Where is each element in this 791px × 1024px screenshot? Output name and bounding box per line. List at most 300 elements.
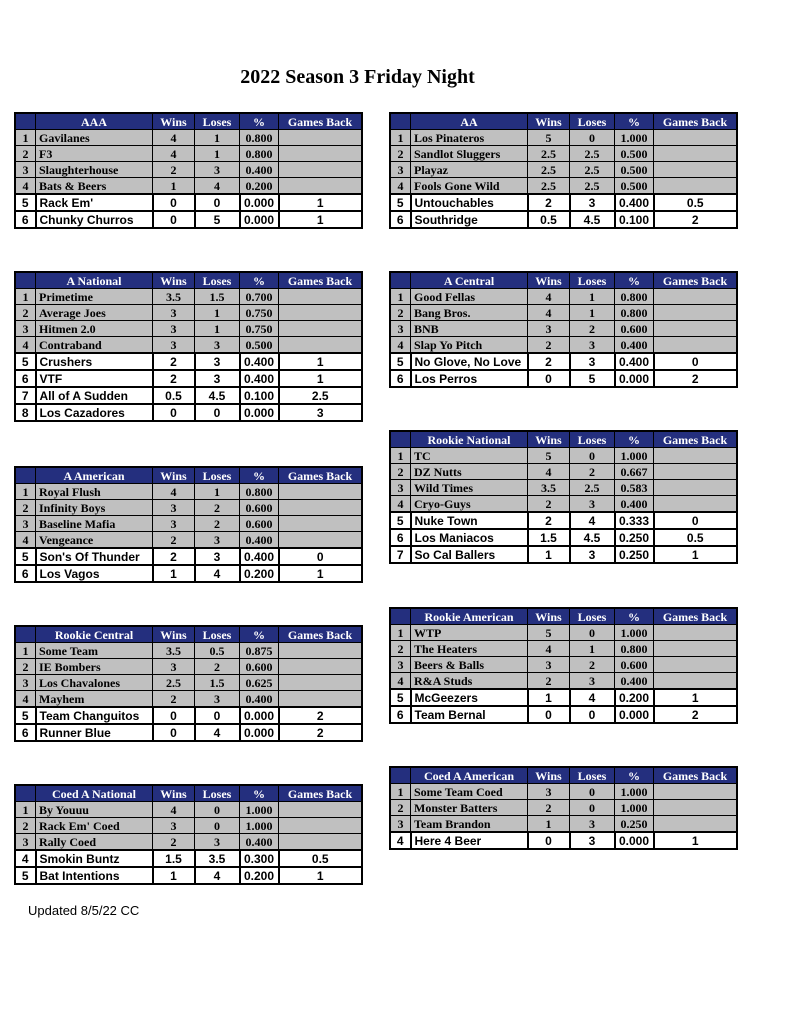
team-loses: 3 — [195, 834, 240, 851]
team-loses: 2 — [195, 516, 240, 532]
wins-header: Wins — [153, 785, 195, 802]
team-loses: 1 — [195, 305, 240, 321]
team-games-back: 0.5 — [654, 529, 738, 546]
team-loses: 1 — [195, 484, 240, 500]
team-wins: 5 — [528, 448, 570, 464]
loses-header: Loses — [195, 113, 240, 130]
team-wins: 1 — [528, 689, 570, 706]
team-name: Chunky Churros — [36, 211, 153, 228]
team-name: The Heaters — [411, 641, 528, 657]
team-row — [390, 512, 737, 529]
rank-header-cell — [390, 431, 411, 448]
rank-header-cell — [390, 113, 411, 130]
team-wins: 0.5 — [528, 211, 570, 228]
team-rank: 2 — [390, 464, 411, 480]
team-loses: 3 — [570, 546, 615, 563]
team-games-back: 0 — [279, 548, 363, 565]
team-rank: 6 — [390, 211, 411, 228]
team-rank: 4 — [15, 337, 36, 354]
team-wins: 3 — [153, 818, 195, 834]
team-rank: 4 — [390, 178, 411, 195]
team-pct: 0.000 — [240, 707, 279, 724]
team-name: Crushers — [36, 353, 153, 370]
team-row — [390, 370, 737, 387]
team-name: Los Cazadores — [36, 404, 153, 421]
team-row — [390, 178, 737, 195]
team-loses: 1 — [195, 130, 240, 146]
league-name: Rookie National — [411, 431, 528, 448]
team-loses: 2.5 — [570, 178, 615, 195]
team-loses: 0 — [195, 802, 240, 818]
team-games-back — [654, 321, 738, 337]
team-games-back — [279, 321, 363, 337]
pct-header: % — [240, 113, 279, 130]
standings-table — [389, 430, 738, 564]
games-back-header: Games Back — [654, 431, 738, 448]
team-games-back — [279, 337, 363, 354]
wins-header: Wins — [153, 626, 195, 643]
team-loses: 0 — [570, 130, 615, 146]
team-wins: 3.5 — [153, 643, 195, 659]
team-row — [15, 194, 362, 211]
team-row — [15, 162, 362, 178]
team-loses: 3 — [570, 832, 615, 849]
team-rank: 5 — [390, 689, 411, 706]
team-row — [15, 691, 362, 708]
team-loses: 2.5 — [570, 162, 615, 178]
team-rank: 1 — [15, 802, 36, 818]
team-loses: 0 — [570, 784, 615, 800]
team-pct: 0.600 — [240, 500, 279, 516]
team-rank: 4 — [15, 532, 36, 549]
team-loses: 4 — [195, 724, 240, 741]
team-wins: 3 — [153, 500, 195, 516]
team-loses: 0 — [570, 706, 615, 723]
team-name: Bang Bros. — [411, 305, 528, 321]
team-games-back — [279, 834, 363, 851]
team-name: Playaz — [411, 162, 528, 178]
team-name: Cryo-Guys — [411, 496, 528, 513]
team-row — [390, 800, 737, 816]
team-wins: 1 — [153, 178, 195, 195]
team-name: Son's Of Thunder — [36, 548, 153, 565]
team-loses: 3 — [195, 691, 240, 708]
team-pct: 0.200 — [615, 689, 654, 706]
team-name: Some Team Coed — [411, 784, 528, 800]
team-rank: 1 — [15, 484, 36, 500]
team-rank: 6 — [390, 706, 411, 723]
team-rank: 1 — [390, 448, 411, 464]
team-pct: 0.625 — [240, 675, 279, 691]
team-games-back: 1 — [279, 211, 363, 228]
team-pct: 0.250 — [615, 546, 654, 563]
team-games-back — [654, 146, 738, 162]
team-loses: 3 — [195, 353, 240, 370]
team-name: Slap Yo Pitch — [411, 337, 528, 354]
team-row — [15, 643, 362, 659]
team-games-back — [279, 818, 363, 834]
wins-header: Wins — [528, 431, 570, 448]
team-name: McGeezers — [411, 689, 528, 706]
team-games-back — [654, 162, 738, 178]
table-header-row — [390, 767, 737, 784]
league-name: Coed A National — [36, 785, 153, 802]
team-games-back: 2 — [279, 707, 363, 724]
team-games-back — [279, 146, 363, 162]
games-back-header: Games Back — [654, 113, 738, 130]
team-name: Contraband — [36, 337, 153, 354]
team-row — [390, 625, 737, 641]
team-pct: 0.400 — [240, 162, 279, 178]
team-wins: 2 — [528, 496, 570, 513]
team-wins: 4 — [528, 641, 570, 657]
team-rank: 3 — [390, 321, 411, 337]
standings-table — [389, 766, 738, 850]
wins-header: Wins — [153, 113, 195, 130]
team-rank: 7 — [390, 546, 411, 563]
table-header-row — [390, 113, 737, 130]
standings-table — [14, 625, 363, 742]
team-games-back — [279, 305, 363, 321]
team-games-back: 1 — [654, 546, 738, 563]
team-pct: 0.667 — [615, 464, 654, 480]
team-pct: 0.583 — [615, 480, 654, 496]
table-header-row — [15, 785, 362, 802]
rank-header-cell — [390, 272, 411, 289]
team-row — [390, 496, 737, 513]
team-loses: 0.5 — [195, 643, 240, 659]
team-loses: 2.5 — [570, 146, 615, 162]
team-wins: 3 — [153, 337, 195, 354]
team-row — [390, 162, 737, 178]
team-wins: 2 — [528, 673, 570, 690]
team-pct: 0.400 — [615, 194, 654, 211]
team-wins: 2 — [153, 353, 195, 370]
team-rank: 4 — [15, 691, 36, 708]
league-name: A Central — [411, 272, 528, 289]
team-rank: 5 — [15, 194, 36, 211]
team-wins: 1 — [153, 565, 195, 582]
team-pct: 0.000 — [615, 832, 654, 849]
team-row — [15, 211, 362, 228]
team-rank: 1 — [15, 130, 36, 146]
team-name: Southridge — [411, 211, 528, 228]
team-pct: 0.333 — [615, 512, 654, 529]
team-games-back — [279, 675, 363, 691]
team-loses: 2 — [570, 464, 615, 480]
rank-header-cell — [15, 785, 36, 802]
team-rank: 3 — [390, 657, 411, 673]
league-name: Rookie American — [411, 608, 528, 625]
team-rank: 2 — [15, 146, 36, 162]
team-games-back — [654, 625, 738, 641]
team-pct: 1.000 — [615, 448, 654, 464]
team-pct: 0.750 — [240, 305, 279, 321]
team-name: Good Fellas — [411, 289, 528, 305]
team-row — [390, 784, 737, 800]
team-row — [390, 194, 737, 211]
team-row — [390, 832, 737, 849]
games-back-header: Games Back — [279, 626, 363, 643]
team-pct: 1.000 — [615, 625, 654, 641]
team-wins: 3 — [528, 321, 570, 337]
team-name: By Youuu — [36, 802, 153, 818]
team-wins: 4 — [153, 146, 195, 162]
team-rank: 3 — [15, 321, 36, 337]
pct-header: % — [240, 272, 279, 289]
team-pct: 0.400 — [615, 673, 654, 690]
table-header-row — [15, 626, 362, 643]
standings-table — [14, 112, 363, 229]
team-row — [390, 321, 737, 337]
pct-header: % — [615, 272, 654, 289]
team-loses: 3.5 — [195, 850, 240, 867]
team-row — [390, 529, 737, 546]
team-loses: 3 — [195, 162, 240, 178]
team-games-back: 0 — [654, 353, 738, 370]
team-row — [15, 500, 362, 516]
team-wins: 2 — [528, 353, 570, 370]
team-name: Team Changuitos — [36, 707, 153, 724]
team-rank: 1 — [15, 643, 36, 659]
team-loses: 2 — [195, 659, 240, 675]
team-rank: 6 — [15, 724, 36, 741]
team-row — [15, 130, 362, 146]
team-rank: 6 — [15, 370, 36, 387]
games-back-header: Games Back — [279, 272, 363, 289]
team-loses: 4.5 — [570, 529, 615, 546]
table-header-row — [15, 272, 362, 289]
team-name: WTP — [411, 625, 528, 641]
team-games-back — [279, 178, 363, 195]
team-row — [390, 546, 737, 563]
team-pct: 1.000 — [615, 800, 654, 816]
pct-header: % — [240, 467, 279, 484]
team-wins: 4 — [528, 305, 570, 321]
team-name: Mayhem — [36, 691, 153, 708]
team-wins: 1.5 — [153, 850, 195, 867]
wins-header: Wins — [528, 272, 570, 289]
games-back-header: Games Back — [279, 113, 363, 130]
team-games-back — [654, 448, 738, 464]
team-row — [15, 516, 362, 532]
team-wins: 3 — [153, 305, 195, 321]
team-pct: 0.250 — [615, 529, 654, 546]
team-games-back — [279, 802, 363, 818]
team-loses: 1 — [195, 321, 240, 337]
team-rank: 1 — [390, 130, 411, 146]
team-loses: 5 — [570, 370, 615, 387]
team-rank: 6 — [390, 370, 411, 387]
team-name: TC — [411, 448, 528, 464]
team-rank: 5 — [15, 353, 36, 370]
team-pct: 0.800 — [240, 130, 279, 146]
team-wins: 3 — [153, 516, 195, 532]
loses-header: Loses — [570, 113, 615, 130]
team-name: Average Joes — [36, 305, 153, 321]
team-rank: 1 — [390, 625, 411, 641]
team-wins: 1 — [528, 816, 570, 833]
team-row — [390, 706, 737, 723]
team-pct: 0.300 — [240, 850, 279, 867]
team-loses: 5 — [195, 211, 240, 228]
team-pct: 0.875 — [240, 643, 279, 659]
team-loses: 3 — [195, 337, 240, 354]
team-row — [390, 641, 737, 657]
standings-table — [14, 271, 363, 422]
team-row — [15, 305, 362, 321]
team-loses: 0 — [570, 448, 615, 464]
team-games-back: 1 — [279, 867, 363, 884]
pct-header: % — [615, 767, 654, 784]
team-wins: 2.5 — [528, 178, 570, 195]
team-loses: 2 — [570, 321, 615, 337]
team-row — [15, 850, 362, 867]
team-wins: 4 — [528, 289, 570, 305]
team-games-back — [654, 337, 738, 354]
team-name: Fools Gone Wild — [411, 178, 528, 195]
team-games-back — [654, 496, 738, 513]
rank-header-cell — [15, 272, 36, 289]
team-games-back — [654, 657, 738, 673]
team-games-back — [279, 289, 363, 305]
pct-header: % — [615, 113, 654, 130]
team-pct: 0.200 — [240, 178, 279, 195]
team-rank: 6 — [15, 565, 36, 582]
league-name: Coed A American — [411, 767, 528, 784]
team-name: Baseline Mafia — [36, 516, 153, 532]
team-loses: 4.5 — [195, 387, 240, 404]
team-loses: 2 — [570, 657, 615, 673]
team-name: Here 4 Beer — [411, 832, 528, 849]
team-loses: 4 — [195, 178, 240, 195]
team-rank: 5 — [390, 353, 411, 370]
team-name: F3 — [36, 146, 153, 162]
team-row — [15, 353, 362, 370]
team-wins: 4 — [153, 802, 195, 818]
loses-header: Loses — [570, 767, 615, 784]
team-loses: 2.5 — [570, 480, 615, 496]
team-pct: 0.600 — [240, 659, 279, 675]
team-rank: 3 — [15, 834, 36, 851]
team-wins: 5 — [528, 130, 570, 146]
team-row — [15, 802, 362, 818]
team-games-back: 3 — [279, 404, 363, 421]
team-wins: 0 — [528, 370, 570, 387]
team-games-back: 0.5 — [654, 194, 738, 211]
team-wins: 3 — [153, 321, 195, 337]
rank-header-cell — [390, 767, 411, 784]
team-row — [15, 724, 362, 741]
team-rank: 2 — [390, 641, 411, 657]
loses-header: Loses — [195, 785, 240, 802]
team-pct: 0.250 — [615, 816, 654, 833]
team-wins: 0 — [153, 404, 195, 421]
team-pct: 0.800 — [615, 305, 654, 321]
wins-header: Wins — [153, 272, 195, 289]
team-name: Wild Times — [411, 480, 528, 496]
team-pct: 0.400 — [240, 691, 279, 708]
team-games-back — [654, 673, 738, 690]
team-games-back — [654, 480, 738, 496]
team-rank: 4 — [390, 496, 411, 513]
games-back-header: Games Back — [654, 767, 738, 784]
team-name: Los Maniacos — [411, 529, 528, 546]
team-rank: 3 — [15, 162, 36, 178]
team-games-back — [279, 691, 363, 708]
team-loses: 0 — [195, 194, 240, 211]
team-games-back: 1 — [279, 370, 363, 387]
team-row — [390, 353, 737, 370]
team-games-back — [654, 289, 738, 305]
team-pct: 0.000 — [240, 194, 279, 211]
team-row — [15, 548, 362, 565]
team-wins: 2 — [528, 512, 570, 529]
team-pct: 0.400 — [615, 353, 654, 370]
team-games-back — [654, 464, 738, 480]
team-pct: 0.500 — [615, 162, 654, 178]
team-loses: 2 — [195, 500, 240, 516]
team-pct: 0.500 — [615, 178, 654, 195]
team-wins: 0 — [528, 832, 570, 849]
team-name: Bats & Beers — [36, 178, 153, 195]
team-pct: 0.000 — [240, 211, 279, 228]
team-pct: 0.800 — [615, 289, 654, 305]
team-pct: 0.500 — [240, 337, 279, 354]
standings-table — [389, 607, 738, 724]
team-wins: 3 — [153, 659, 195, 675]
team-loses: 3 — [570, 673, 615, 690]
wins-header: Wins — [528, 767, 570, 784]
team-loses: 1 — [570, 305, 615, 321]
standings-table — [389, 112, 738, 229]
team-games-back: 2 — [654, 370, 738, 387]
loses-header: Loses — [195, 467, 240, 484]
team-row — [390, 337, 737, 354]
team-wins: 3 — [528, 784, 570, 800]
team-rank: 3 — [390, 816, 411, 833]
team-loses: 3 — [570, 496, 615, 513]
team-games-back: 2.5 — [279, 387, 363, 404]
team-loses: 0 — [195, 818, 240, 834]
team-pct: 0.000 — [615, 706, 654, 723]
team-pct: 0.400 — [240, 353, 279, 370]
team-pct: 0.100 — [615, 211, 654, 228]
team-name: Los Vagos — [36, 565, 153, 582]
team-games-back — [654, 178, 738, 195]
team-wins: 4 — [153, 484, 195, 500]
team-row — [390, 673, 737, 690]
team-name: Some Team — [36, 643, 153, 659]
team-wins: 2 — [153, 370, 195, 387]
league-name: Rookie Central — [36, 626, 153, 643]
team-pct: 0.400 — [615, 496, 654, 513]
team-pct: 0.000 — [240, 724, 279, 741]
table-header-row — [390, 608, 737, 625]
team-loses: 3 — [570, 353, 615, 370]
team-wins: 2.5 — [528, 162, 570, 178]
team-loses: 1 — [570, 289, 615, 305]
team-games-back — [654, 816, 738, 833]
team-name: Los Perros — [411, 370, 528, 387]
rank-header-cell — [15, 626, 36, 643]
team-wins: 3.5 — [528, 480, 570, 496]
team-games-back — [279, 130, 363, 146]
team-wins: 4 — [528, 464, 570, 480]
team-name: Bat Intentions — [36, 867, 153, 884]
team-pct: 0.600 — [615, 321, 654, 337]
team-row — [390, 480, 737, 496]
